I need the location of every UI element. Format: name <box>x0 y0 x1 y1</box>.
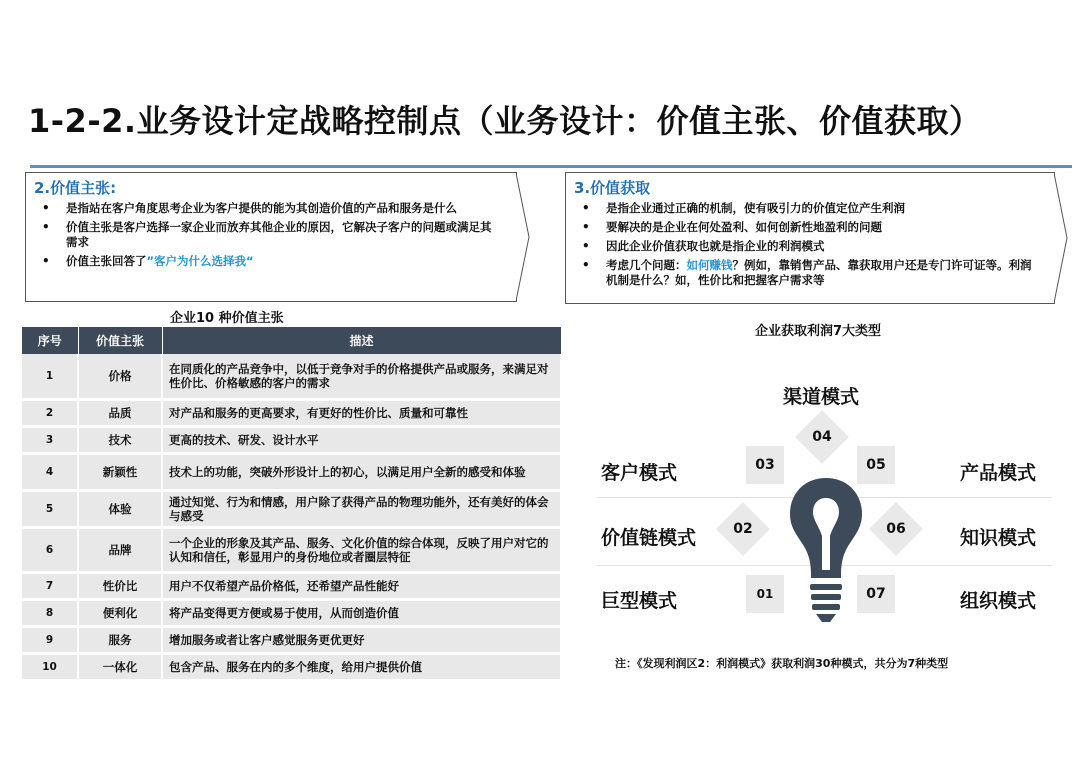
row-name: 价格 <box>78 354 162 399</box>
mode-label-customer: 客户模式 <box>601 462 678 484</box>
table-row <box>22 426 561 453</box>
page-title: 1-2-2.业务设计定战略控制点（业务设计：价值主张、价值获取） <box>28 102 982 140</box>
row-number: 5 <box>22 490 78 527</box>
number-05: 05 <box>857 446 895 484</box>
value-capture-heading: 3.价值获取 <box>574 179 651 197</box>
chevron-arrow-icon <box>516 173 530 301</box>
row-number: 7 <box>22 572 78 599</box>
table-row <box>22 453 561 490</box>
light-bulb-icon <box>786 474 866 626</box>
table-row <box>22 599 561 626</box>
row-number: 6 <box>22 527 78 572</box>
row-description: 包含产品、服务在内的多个维度，给用户提供价值 <box>162 653 561 680</box>
row-number: 8 <box>22 599 78 626</box>
row-description: 一个企业的形象及其产品、服务、文化价值的综合体现，反映了用户对它的认知和信任，彰显用户的身份地位或者圈层特征 <box>162 527 561 572</box>
mode-label-organization: 组织模式 <box>960 590 1037 612</box>
row-description: 将产品变得更方便或易于使用，从而创造价值 <box>162 599 561 626</box>
highlight-text: ”客户为什么选择我“ <box>146 254 254 268</box>
table-row <box>22 399 561 426</box>
row-name: 便利化 <box>78 599 162 626</box>
row-name: 技术 <box>78 426 162 453</box>
row-name: 品质 <box>78 399 162 426</box>
row-name: 服务 <box>78 626 162 653</box>
list-item: • 是指站在客户角度思考企业为客户提供的能为其创造价值的产品和服务是什么 <box>40 201 502 216</box>
row-description: 增加服务或者让客户感觉服务更优更好 <box>162 626 561 653</box>
mode-label-giant: 巨型模式 <box>601 590 678 612</box>
row-number: 9 <box>22 626 78 653</box>
row-number: 4 <box>22 453 78 490</box>
table-row <box>22 572 561 599</box>
item-text: ？例如，靠销售产品、靠获取用户还是专门许可证等。利润机制是什么？如，性价比和把握客户需求等 <box>606 258 1032 287</box>
row-description: 用户不仅希望产品价格低，还希望产品性能好 <box>162 572 561 599</box>
table-row <box>22 490 561 527</box>
row-number: 2 <box>22 399 78 426</box>
number-01: 01 <box>746 575 784 613</box>
list-item <box>580 258 1040 288</box>
title-divider <box>30 165 1072 168</box>
table-header-row <box>22 327 561 354</box>
number-02: 02 <box>733 521 753 537</box>
row-number: 1 <box>22 354 78 399</box>
value-capture-list <box>566 201 1040 292</box>
value-proposition-box <box>25 172 517 302</box>
value-proposition-list <box>26 201 502 273</box>
value-proposition-heading: 2.价值主张: <box>34 179 117 197</box>
item-text: 考虑几个问题： <box>606 258 687 272</box>
number-06: 06 <box>886 521 906 537</box>
highlight-text: 如何赚钱 <box>686 258 733 272</box>
table-row <box>22 626 561 653</box>
mode-label-product: 产品模式 <box>960 462 1037 484</box>
number-07: 07 <box>857 575 895 613</box>
row-description: 通过知觉、行为和情感，用户除了获得产品的物理功能外，还有美好的体会与感受 <box>162 490 561 527</box>
row-name: 一体化 <box>78 653 162 680</box>
column-header: 价值主张 <box>78 327 162 354</box>
list-item: • 要解决的是企业在何处盈利、如何创新性地盈利的问题 <box>580 220 1040 235</box>
table-title: 企业10 种价值主张 <box>170 311 284 326</box>
number-03: 03 <box>746 446 784 484</box>
row-name: 体验 <box>78 490 162 527</box>
row-name: 性价比 <box>78 572 162 599</box>
row-name: 品牌 <box>78 527 162 572</box>
row-name: 新颖性 <box>78 453 162 490</box>
row-description: 更高的技术、研发、设计水平 <box>162 426 561 453</box>
mode-label-knowledge: 知识模式 <box>960 527 1037 549</box>
list-item: • 是指企业通过正确的机制，使有吸引力的价值定位产生利润 <box>580 201 1040 216</box>
value-capture-box <box>565 172 1055 304</box>
table-row <box>22 527 561 572</box>
chevron-arrow-icon <box>1054 173 1068 303</box>
list-item <box>40 254 502 269</box>
profit-types-title: 企业获取利润7大类型 <box>755 324 882 339</box>
column-header: 序号 <box>22 327 78 354</box>
item-text: 价值主张回答了 <box>66 254 147 268</box>
list-item: • 因此企业价值获取也就是指企业的利润模式 <box>580 239 1040 254</box>
table-row <box>22 354 561 399</box>
row-number: 3 <box>22 426 78 453</box>
list-item: • 价值主张是客户选择一家企业而放弃其他企业的原因，它解决子客户的问题或满足其需求 <box>40 220 502 250</box>
row-number: 10 <box>22 653 78 680</box>
row-description: 技术上的功能，突破外形设计上的初心，以满足用户全新的感受和体验 <box>162 453 561 490</box>
number-04: 04 <box>812 429 832 445</box>
footnote: 注：《发现利润区2：利润模式》获取利润30种模式，共分为7种类型 <box>615 657 949 670</box>
value-proposition-table <box>22 327 562 682</box>
row-description: 在同质化的产品竞争中，以低于竞争对手的价格提供产品或服务，来满足对性价比、价格敏感的客户的需求 <box>162 354 561 399</box>
row-description: 对产品和服务的更高要求，有更好的性价比、质量和可靠性 <box>162 399 561 426</box>
mode-label-channel: 渠道模式 <box>783 386 860 408</box>
column-header: 描述 <box>162 327 561 354</box>
mode-label-value-chain: 价值链模式 <box>601 527 697 549</box>
table-row <box>22 653 561 680</box>
